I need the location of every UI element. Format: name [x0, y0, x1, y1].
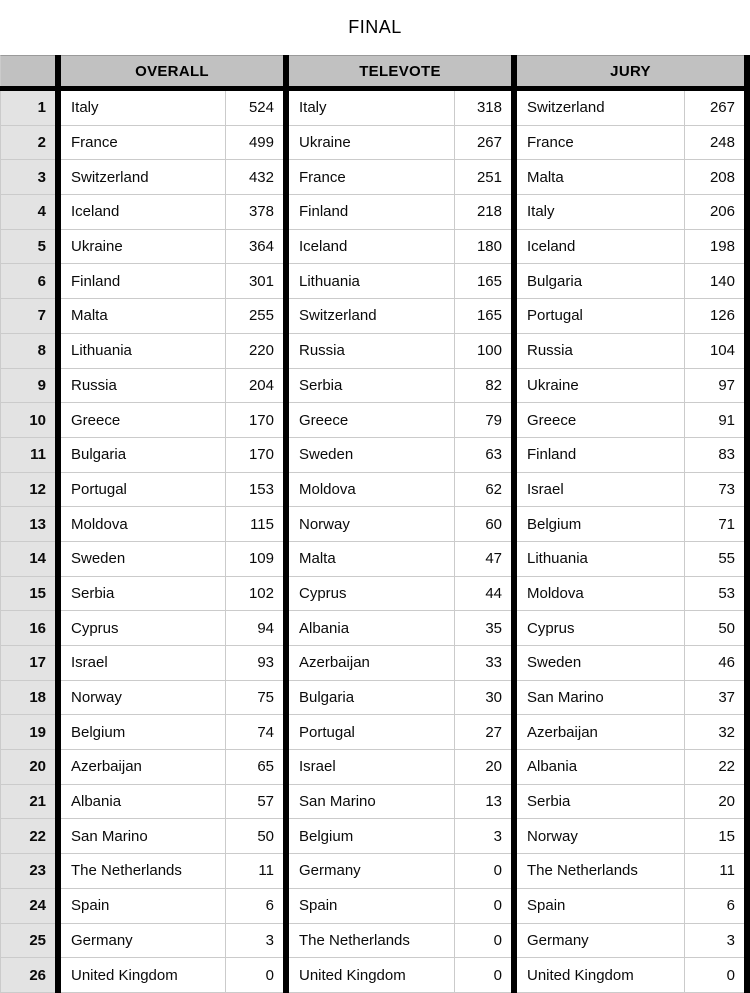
jury-country-cell: Germany	[517, 924, 684, 959]
overall-points-cell: 204	[225, 369, 283, 404]
jury-country-cell: Portugal	[517, 299, 684, 334]
televote-country-cell: Israel	[289, 750, 454, 785]
section-divider-bar	[744, 577, 750, 612]
televote-points-cell: 47	[454, 542, 511, 577]
televote-country-cell: Portugal	[289, 715, 454, 750]
rank-cell: 26	[0, 958, 55, 993]
televote-country-cell: Serbia	[289, 369, 454, 404]
televote-country-cell: Iceland	[289, 230, 454, 265]
overall-points-cell: 378	[225, 195, 283, 230]
jury-country-cell: Finland	[517, 438, 684, 473]
jury-country-cell: Israel	[517, 473, 684, 508]
section-divider-bar	[744, 473, 750, 508]
jury-points-cell: 20	[684, 785, 744, 820]
jury-points-cell: 22	[684, 750, 744, 785]
rank-cell: 25	[0, 924, 55, 959]
jury-country-cell: Cyprus	[517, 611, 684, 646]
section-divider-bar	[744, 369, 750, 404]
televote-points-cell: 251	[454, 160, 511, 195]
jury-country-cell: Russia	[517, 334, 684, 369]
jury-points-cell: 97	[684, 369, 744, 404]
jury-country-cell: Ukraine	[517, 369, 684, 404]
overall-points-cell: 499	[225, 126, 283, 161]
jury-points-cell: 83	[684, 438, 744, 473]
overall-country-cell: Moldova	[61, 507, 225, 542]
overall-points-cell: 3	[225, 924, 283, 959]
televote-country-cell: Moldova	[289, 473, 454, 508]
overall-points-cell: 524	[225, 91, 283, 126]
overall-points-cell: 65	[225, 750, 283, 785]
overall-points-cell: 432	[225, 160, 283, 195]
televote-country-cell: San Marino	[289, 785, 454, 820]
televote-country-cell: Azerbaijan	[289, 646, 454, 681]
rank-cell: 22	[0, 819, 55, 854]
section-divider-bar	[744, 819, 750, 854]
section-divider-bar	[744, 299, 750, 334]
televote-points-cell: 0	[454, 924, 511, 959]
televote-points-cell: 63	[454, 438, 511, 473]
televote-country-cell: Ukraine	[289, 126, 454, 161]
rank-cell: 2	[0, 126, 55, 161]
televote-points-cell: 62	[454, 473, 511, 508]
section-divider-bar	[744, 126, 750, 161]
televote-points-cell: 318	[454, 91, 511, 126]
overall-points-cell: 115	[225, 507, 283, 542]
rank-cell: 18	[0, 681, 55, 716]
rank-cell: 21	[0, 785, 55, 820]
rank-cell: 19	[0, 715, 55, 750]
jury-points-cell: 267	[684, 91, 744, 126]
jury-points-cell: 53	[684, 577, 744, 612]
rank-cell: 7	[0, 299, 55, 334]
jury-points-cell: 140	[684, 264, 744, 299]
overall-country-cell: Belgium	[61, 715, 225, 750]
jury-country-cell: Belgium	[517, 507, 684, 542]
televote-points-cell: 165	[454, 299, 511, 334]
overall-country-cell: Greece	[61, 403, 225, 438]
jury-country-cell: Iceland	[517, 230, 684, 265]
televote-country-cell: The Netherlands	[289, 924, 454, 959]
televote-country-cell: Malta	[289, 542, 454, 577]
televote-country-cell: United Kingdom	[289, 958, 454, 993]
overall-points-cell: 57	[225, 785, 283, 820]
overall-points-cell: 109	[225, 542, 283, 577]
overall-country-cell: Sweden	[61, 542, 225, 577]
jury-country-cell: Norway	[517, 819, 684, 854]
section-divider-bar	[744, 195, 750, 230]
televote-points-cell: 0	[454, 889, 511, 924]
televote-points-cell: 218	[454, 195, 511, 230]
overall-country-cell: France	[61, 126, 225, 161]
overall-points-cell: 102	[225, 577, 283, 612]
jury-points-cell: 208	[684, 160, 744, 195]
overall-country-cell: Norway	[61, 681, 225, 716]
jury-country-cell: France	[517, 126, 684, 161]
televote-points-cell: 79	[454, 403, 511, 438]
jury-points-cell: 55	[684, 542, 744, 577]
results-table	[0, 55, 750, 993]
overall-country-cell: Cyprus	[61, 611, 225, 646]
jury-points-cell: 73	[684, 473, 744, 508]
section-divider-bar	[744, 785, 750, 820]
overall-points-cell: 364	[225, 230, 283, 265]
overall-country-cell: Israel	[61, 646, 225, 681]
rank-cell: 5	[0, 230, 55, 265]
rank-cell: 1	[0, 91, 55, 126]
jury-country-cell: Italy	[517, 195, 684, 230]
rank-cell: 20	[0, 750, 55, 785]
column-header-televote: TELEVOTE	[289, 55, 511, 86]
televote-points-cell: 35	[454, 611, 511, 646]
rank-cell: 14	[0, 542, 55, 577]
overall-points-cell: 11	[225, 854, 283, 889]
section-divider-bar	[744, 854, 750, 889]
overall-points-cell: 220	[225, 334, 283, 369]
televote-points-cell: 33	[454, 646, 511, 681]
rank-cell: 9	[0, 369, 55, 404]
televote-country-cell: Spain	[289, 889, 454, 924]
jury-country-cell: Azerbaijan	[517, 715, 684, 750]
televote-country-cell: Germany	[289, 854, 454, 889]
televote-points-cell: 82	[454, 369, 511, 404]
overall-country-cell: Russia	[61, 369, 225, 404]
rank-cell: 3	[0, 160, 55, 195]
televote-country-cell: Bulgaria	[289, 681, 454, 716]
column-header-overall: OVERALL	[61, 55, 283, 86]
overall-country-cell: Switzerland	[61, 160, 225, 195]
televote-points-cell: 27	[454, 715, 511, 750]
jury-points-cell: 126	[684, 299, 744, 334]
televote-points-cell: 44	[454, 577, 511, 612]
televote-points-cell: 3	[454, 819, 511, 854]
jury-points-cell: 3	[684, 924, 744, 959]
section-divider-bar	[744, 55, 750, 86]
rank-cell: 17	[0, 646, 55, 681]
jury-country-cell: United Kingdom	[517, 958, 684, 993]
section-divider-bar	[744, 160, 750, 195]
overall-country-cell: Serbia	[61, 577, 225, 612]
overall-country-cell: San Marino	[61, 819, 225, 854]
overall-country-cell: Azerbaijan	[61, 750, 225, 785]
overall-points-cell: 170	[225, 438, 283, 473]
overall-country-cell: Germany	[61, 924, 225, 959]
jury-points-cell: 15	[684, 819, 744, 854]
televote-country-cell: Lithuania	[289, 264, 454, 299]
jury-country-cell: San Marino	[517, 681, 684, 716]
section-divider-bar	[744, 230, 750, 265]
jury-points-cell: 104	[684, 334, 744, 369]
jury-country-cell: Malta	[517, 160, 684, 195]
jury-country-cell: Serbia	[517, 785, 684, 820]
rank-cell: 10	[0, 403, 55, 438]
televote-country-cell: Greece	[289, 403, 454, 438]
overall-country-cell: Bulgaria	[61, 438, 225, 473]
title-bar	[0, 0, 750, 55]
jury-country-cell: The Netherlands	[517, 854, 684, 889]
jury-points-cell: 32	[684, 715, 744, 750]
overall-country-cell: United Kingdom	[61, 958, 225, 993]
section-divider-bar	[744, 542, 750, 577]
jury-country-cell: Albania	[517, 750, 684, 785]
jury-points-cell: 46	[684, 646, 744, 681]
televote-points-cell: 60	[454, 507, 511, 542]
overall-points-cell: 74	[225, 715, 283, 750]
overall-country-cell: The Netherlands	[61, 854, 225, 889]
televote-points-cell: 100	[454, 334, 511, 369]
overall-points-cell: 50	[225, 819, 283, 854]
jury-points-cell: 50	[684, 611, 744, 646]
overall-country-cell: Malta	[61, 299, 225, 334]
overall-points-cell: 6	[225, 889, 283, 924]
jury-country-cell: Switzerland	[517, 91, 684, 126]
televote-country-cell: Norway	[289, 507, 454, 542]
jury-country-cell: Greece	[517, 403, 684, 438]
overall-points-cell: 153	[225, 473, 283, 508]
overall-country-cell: Portugal	[61, 473, 225, 508]
section-divider-bar	[744, 507, 750, 542]
section-divider-bar	[744, 646, 750, 681]
overall-points-cell: 301	[225, 264, 283, 299]
overall-points-cell: 93	[225, 646, 283, 681]
rank-cell: 6	[0, 264, 55, 299]
jury-country-cell: Sweden	[517, 646, 684, 681]
section-divider-bar	[744, 889, 750, 924]
section-divider-bar	[744, 334, 750, 369]
section-divider-bar	[744, 924, 750, 959]
section-divider-bar	[744, 681, 750, 716]
jury-points-cell: 248	[684, 126, 744, 161]
televote-points-cell: 0	[454, 854, 511, 889]
overall-points-cell: 94	[225, 611, 283, 646]
rank-cell: 16	[0, 611, 55, 646]
televote-country-cell: Switzerland	[289, 299, 454, 334]
overall-country-cell: Italy	[61, 91, 225, 126]
page-title: FINAL	[348, 17, 402, 37]
jury-country-cell: Lithuania	[517, 542, 684, 577]
jury-points-cell: 37	[684, 681, 744, 716]
section-divider-bar	[744, 958, 750, 993]
televote-points-cell: 267	[454, 126, 511, 161]
televote-points-cell: 13	[454, 785, 511, 820]
televote-country-cell: Albania	[289, 611, 454, 646]
televote-country-cell: France	[289, 160, 454, 195]
overall-country-cell: Finland	[61, 264, 225, 299]
jury-points-cell: 91	[684, 403, 744, 438]
jury-country-cell: Moldova	[517, 577, 684, 612]
section-divider-bar	[744, 715, 750, 750]
jury-country-cell: Bulgaria	[517, 264, 684, 299]
televote-points-cell: 20	[454, 750, 511, 785]
televote-points-cell: 0	[454, 958, 511, 993]
section-divider-bar	[744, 403, 750, 438]
rank-cell: 23	[0, 854, 55, 889]
rank-cell: 12	[0, 473, 55, 508]
column-header-jury: JURY	[517, 55, 744, 86]
overall-country-cell: Albania	[61, 785, 225, 820]
overall-points-cell: 255	[225, 299, 283, 334]
rank-column-header	[0, 55, 55, 86]
overall-points-cell: 0	[225, 958, 283, 993]
jury-points-cell: 206	[684, 195, 744, 230]
rank-cell: 11	[0, 438, 55, 473]
rank-cell: 13	[0, 507, 55, 542]
televote-points-cell: 30	[454, 681, 511, 716]
televote-country-cell: Italy	[289, 91, 454, 126]
televote-country-cell: Belgium	[289, 819, 454, 854]
overall-points-cell: 75	[225, 681, 283, 716]
jury-points-cell: 198	[684, 230, 744, 265]
jury-points-cell: 11	[684, 854, 744, 889]
section-divider-bar	[744, 750, 750, 785]
televote-points-cell: 165	[454, 264, 511, 299]
overall-country-cell: Lithuania	[61, 334, 225, 369]
overall-country-cell: Ukraine	[61, 230, 225, 265]
jury-points-cell: 6	[684, 889, 744, 924]
rank-cell: 15	[0, 577, 55, 612]
televote-country-cell: Sweden	[289, 438, 454, 473]
jury-points-cell: 71	[684, 507, 744, 542]
televote-country-cell: Russia	[289, 334, 454, 369]
jury-country-cell: Spain	[517, 889, 684, 924]
televote-points-cell: 180	[454, 230, 511, 265]
section-divider-bar	[744, 264, 750, 299]
rank-cell: 4	[0, 195, 55, 230]
overall-country-cell: Iceland	[61, 195, 225, 230]
televote-country-cell: Finland	[289, 195, 454, 230]
televote-country-cell: Cyprus	[289, 577, 454, 612]
rank-cell: 8	[0, 334, 55, 369]
section-divider-bar	[744, 91, 750, 126]
overall-points-cell: 170	[225, 403, 283, 438]
section-divider-bar	[744, 611, 750, 646]
jury-points-cell: 0	[684, 958, 744, 993]
rank-cell: 24	[0, 889, 55, 924]
section-divider-bar	[744, 438, 750, 473]
overall-country-cell: Spain	[61, 889, 225, 924]
